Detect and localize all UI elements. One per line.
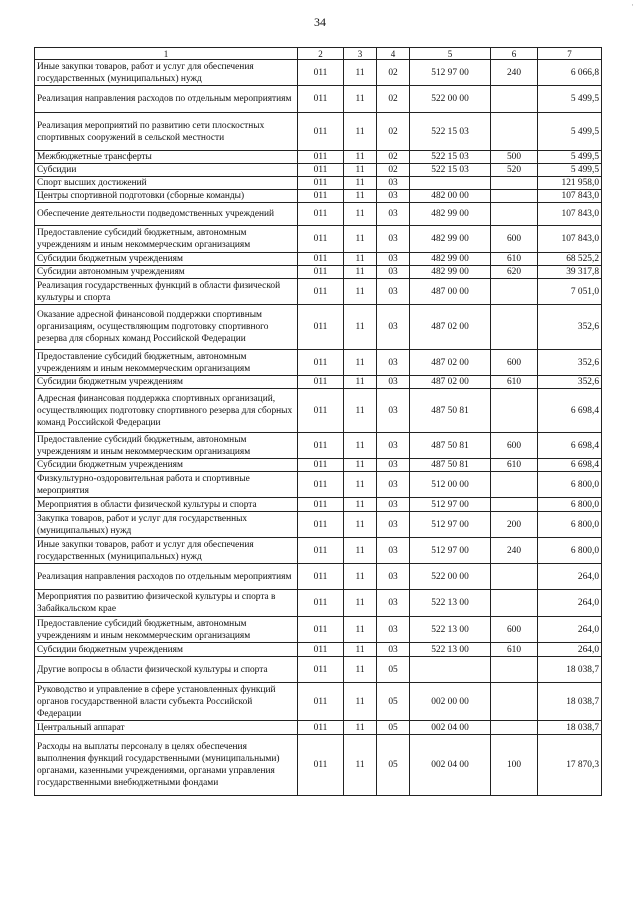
cell-ved: 011 xyxy=(298,266,344,279)
cell-pr: 05 xyxy=(377,657,410,683)
cell-vr xyxy=(491,177,538,190)
cell-pr: 03 xyxy=(377,512,410,538)
table-row xyxy=(35,389,602,433)
cell-rz: 11 xyxy=(344,305,377,350)
cell-name: Субсидии бюджетным учреждениям xyxy=(35,376,298,389)
cell-sum: 6 066,8 xyxy=(538,60,602,86)
cell-sum: 107 843,0 xyxy=(538,203,602,226)
cell-csr: 487 02 00 xyxy=(410,350,491,376)
cell-vr xyxy=(491,657,538,683)
cell-vr xyxy=(491,590,538,617)
cell-name: Межбюджетные трансферты xyxy=(35,151,298,164)
cell-vr xyxy=(491,279,538,305)
table-row xyxy=(35,459,602,472)
cell-vr: 610 xyxy=(491,643,538,657)
page-number: 34 xyxy=(314,15,326,29)
cell-sum: 5 499,5 xyxy=(538,164,602,177)
cell-csr: 002 00 00 xyxy=(410,683,491,721)
table-row xyxy=(35,113,602,151)
corner-mark: · xyxy=(631,0,634,10)
table-row xyxy=(35,190,602,203)
cell-name: Центры спортивной подготовки (сборные команды) xyxy=(35,190,298,203)
cell-pr: 03 xyxy=(377,226,410,253)
cell-sum: 6 800,0 xyxy=(538,498,602,512)
cell-pr: 05 xyxy=(377,683,410,721)
cell-name: Предоставление субсидий бюджетным, автономным учреждениям и иным некоммерческим организациям xyxy=(35,617,298,643)
cell-pr: 03 xyxy=(377,190,410,203)
cell-pr: 03 xyxy=(377,590,410,617)
cell-ved: 011 xyxy=(298,305,344,350)
cell-ved: 011 xyxy=(298,164,344,177)
cell-csr: 512 97 00 xyxy=(410,498,491,512)
cell-vr xyxy=(491,389,538,433)
header-cell: 4 xyxy=(377,48,410,60)
table-row xyxy=(35,498,602,512)
cell-pr: 02 xyxy=(377,164,410,177)
cell-pr: 03 xyxy=(377,177,410,190)
cell-pr: 03 xyxy=(377,538,410,564)
cell-csr xyxy=(410,177,491,190)
cell-csr: 522 15 03 xyxy=(410,113,491,151)
cell-name: Иные закупки товаров, работ и услуг для обеспечения государственных (муниципальных) нужд xyxy=(35,538,298,564)
table-row xyxy=(35,683,602,721)
cell-ved: 011 xyxy=(298,472,344,498)
cell-vr xyxy=(491,564,538,590)
cell-rz: 11 xyxy=(344,433,377,459)
cell-sum: 17 870,3 xyxy=(538,735,602,796)
cell-csr: 482 99 00 xyxy=(410,253,491,266)
cell-ved: 011 xyxy=(298,721,344,735)
cell-sum: 6 800,0 xyxy=(538,472,602,498)
cell-ved: 011 xyxy=(298,177,344,190)
cell-ved: 011 xyxy=(298,376,344,389)
cell-name: Закупка товаров, работ и услуг для государственных (муниципальных) нужд xyxy=(35,512,298,538)
cell-rz: 11 xyxy=(344,538,377,564)
cell-pr: 03 xyxy=(377,305,410,350)
cell-ved: 011 xyxy=(298,86,344,113)
cell-rz: 11 xyxy=(344,226,377,253)
cell-rz: 11 xyxy=(344,643,377,657)
cell-sum: 5 499,5 xyxy=(538,86,602,113)
table-row xyxy=(35,512,602,538)
cell-name: Центральный аппарат xyxy=(35,721,298,735)
cell-rz: 11 xyxy=(344,190,377,203)
cell-ved: 011 xyxy=(298,459,344,472)
cell-csr: 482 99 00 xyxy=(410,226,491,253)
cell-csr: 522 00 00 xyxy=(410,564,491,590)
table-row xyxy=(35,177,602,190)
cell-rz: 11 xyxy=(344,590,377,617)
cell-rz: 11 xyxy=(344,113,377,151)
cell-csr: 522 15 03 xyxy=(410,151,491,164)
table-row xyxy=(35,617,602,643)
cell-rz: 11 xyxy=(344,498,377,512)
cell-ved: 011 xyxy=(298,683,344,721)
table-row xyxy=(35,86,602,113)
header-cell: 3 xyxy=(344,48,377,60)
cell-name: Предоставление субсидий бюджетным, автономным учреждениям и иным некоммерческим организациям xyxy=(35,226,298,253)
cell-pr: 03 xyxy=(377,389,410,433)
cell-csr: 487 50 81 xyxy=(410,459,491,472)
cell-sum: 6 800,0 xyxy=(538,512,602,538)
cell-rz: 11 xyxy=(344,721,377,735)
cell-ved: 011 xyxy=(298,498,344,512)
cell-name: Субсидии автономным учреждениям xyxy=(35,266,298,279)
cell-name: Спорт высших достижений xyxy=(35,177,298,190)
cell-ved: 011 xyxy=(298,433,344,459)
cell-name: Адресная финансовая поддержка спортивных организаций, осуществляющих подготовку спортивного резерва для сборных команд Российской Федерации xyxy=(35,389,298,433)
cell-sum: 264,0 xyxy=(538,617,602,643)
cell-vr xyxy=(491,472,538,498)
table-row xyxy=(35,60,602,86)
table-row xyxy=(35,226,602,253)
cell-vr: 610 xyxy=(491,459,538,472)
cell-rz: 11 xyxy=(344,512,377,538)
cell-vr: 500 xyxy=(491,151,538,164)
cell-sum: 18 038,7 xyxy=(538,683,602,721)
cell-name: Предоставление субсидий бюджетным, автономным учреждениям и иным некоммерческим организациям xyxy=(35,433,298,459)
cell-ved: 011 xyxy=(298,657,344,683)
cell-name: Реализация государственных функций в области физической культуры и спорта xyxy=(35,279,298,305)
cell-vr xyxy=(491,203,538,226)
cell-rz: 11 xyxy=(344,203,377,226)
cell-sum: 264,0 xyxy=(538,590,602,617)
cell-vr xyxy=(491,113,538,151)
cell-rz: 11 xyxy=(344,617,377,643)
cell-vr: 520 xyxy=(491,164,538,177)
cell-csr: 512 00 00 xyxy=(410,472,491,498)
cell-rz: 11 xyxy=(344,164,377,177)
header-cell: 2 xyxy=(298,48,344,60)
cell-ved: 011 xyxy=(298,190,344,203)
cell-vr xyxy=(491,190,538,203)
cell-pr: 02 xyxy=(377,86,410,113)
cell-csr: 512 97 00 xyxy=(410,512,491,538)
table-row xyxy=(35,433,602,459)
cell-ved: 011 xyxy=(298,538,344,564)
cell-pr: 03 xyxy=(377,459,410,472)
cell-ved: 011 xyxy=(298,151,344,164)
cell-name: Руководство и управление в сфере установленных функций органов государственной власти субъекта Российской Федерации xyxy=(35,683,298,721)
cell-name: Физкультурно-оздоровительная работа и спортивные мероприятия xyxy=(35,472,298,498)
cell-rz: 11 xyxy=(344,86,377,113)
cell-pr: 03 xyxy=(377,253,410,266)
cell-ved: 011 xyxy=(298,617,344,643)
cell-ved: 011 xyxy=(298,564,344,590)
cell-name: Субсидии xyxy=(35,164,298,177)
cell-sum: 5 499,5 xyxy=(538,151,602,164)
cell-vr xyxy=(491,498,538,512)
cell-pr: 05 xyxy=(377,735,410,796)
cell-name: Мероприятия в области физической культуры и спорта xyxy=(35,498,298,512)
cell-sum: 18 038,7 xyxy=(538,721,602,735)
cell-name: Оказание адресной финансовой поддержки спортивным организациям, осуществляющим подготовку спортивного резерва для сборных команд Российской Федерации xyxy=(35,305,298,350)
table-row xyxy=(35,266,602,279)
cell-csr: 487 02 00 xyxy=(410,305,491,350)
table-row xyxy=(35,305,602,350)
cell-vr xyxy=(491,305,538,350)
cell-vr: 100 xyxy=(491,735,538,796)
cell-ved: 011 xyxy=(298,643,344,657)
cell-rz: 11 xyxy=(344,350,377,376)
cell-csr: 522 13 00 xyxy=(410,617,491,643)
cell-sum: 264,0 xyxy=(538,643,602,657)
table-row xyxy=(35,203,602,226)
cell-pr: 03 xyxy=(377,472,410,498)
table-row xyxy=(35,279,602,305)
cell-csr: 522 13 00 xyxy=(410,643,491,657)
cell-rz: 11 xyxy=(344,151,377,164)
cell-pr: 03 xyxy=(377,564,410,590)
table-row xyxy=(35,538,602,564)
cell-pr: 03 xyxy=(377,498,410,512)
cell-rz: 11 xyxy=(344,389,377,433)
cell-sum: 352,6 xyxy=(538,305,602,350)
header-cell: 7 xyxy=(538,48,602,60)
cell-csr: 482 00 00 xyxy=(410,190,491,203)
cell-sum: 107 843,0 xyxy=(538,190,602,203)
cell-vr xyxy=(491,86,538,113)
cell-sum: 6 800,0 xyxy=(538,538,602,564)
cell-csr: 487 50 81 xyxy=(410,389,491,433)
cell-pr: 05 xyxy=(377,721,410,735)
header-row xyxy=(35,48,602,60)
cell-name: Иные закупки товаров, работ и услуг для обеспечения государственных (муниципальных) нужд xyxy=(35,60,298,86)
cell-pr: 03 xyxy=(377,350,410,376)
cell-vr: 200 xyxy=(491,512,538,538)
cell-name: Другие вопросы в области физической культуры и спорта xyxy=(35,657,298,683)
header-cell: 5 xyxy=(410,48,491,60)
cell-ved: 011 xyxy=(298,735,344,796)
cell-ved: 011 xyxy=(298,60,344,86)
cell-pr: 03 xyxy=(377,266,410,279)
cell-rz: 11 xyxy=(344,376,377,389)
cell-rz: 11 xyxy=(344,266,377,279)
cell-ved: 011 xyxy=(298,279,344,305)
cell-ved: 011 xyxy=(298,590,344,617)
cell-ved: 011 xyxy=(298,350,344,376)
cell-csr xyxy=(410,657,491,683)
cell-csr: 512 97 00 xyxy=(410,538,491,564)
cell-csr: 487 00 00 xyxy=(410,279,491,305)
cell-vr: 620 xyxy=(491,266,538,279)
cell-vr xyxy=(491,683,538,721)
cell-rz: 11 xyxy=(344,177,377,190)
cell-pr: 03 xyxy=(377,433,410,459)
cell-csr: 512 97 00 xyxy=(410,60,491,86)
header-cell: 1 xyxy=(35,48,298,60)
cell-sum: 264,0 xyxy=(538,564,602,590)
cell-csr: 482 99 00 xyxy=(410,203,491,226)
cell-ved: 011 xyxy=(298,113,344,151)
cell-rz: 11 xyxy=(344,735,377,796)
cell-csr: 487 02 00 xyxy=(410,376,491,389)
cell-name: Субсидии бюджетным учреждениям xyxy=(35,459,298,472)
cell-ved: 011 xyxy=(298,203,344,226)
cell-rz: 11 xyxy=(344,459,377,472)
table-row xyxy=(35,564,602,590)
cell-name: Реализация направления расходов по отдельным мероприятиям xyxy=(35,86,298,113)
cell-pr: 03 xyxy=(377,643,410,657)
table-row xyxy=(35,164,602,177)
table-row xyxy=(35,151,602,164)
cell-ved: 011 xyxy=(298,512,344,538)
cell-vr: 600 xyxy=(491,433,538,459)
cell-vr: 600 xyxy=(491,226,538,253)
cell-pr: 02 xyxy=(377,151,410,164)
cell-csr: 482 99 00 xyxy=(410,266,491,279)
table-row xyxy=(35,735,602,796)
table-row xyxy=(35,657,602,683)
table-row xyxy=(35,472,602,498)
cell-ved: 011 xyxy=(298,226,344,253)
cell-vr: 240 xyxy=(491,538,538,564)
cell-csr: 522 00 00 xyxy=(410,86,491,113)
budget-table xyxy=(34,47,602,796)
cell-rz: 11 xyxy=(344,279,377,305)
cell-vr xyxy=(491,721,538,735)
cell-sum: 6 698,4 xyxy=(538,433,602,459)
cell-ved: 011 xyxy=(298,253,344,266)
cell-rz: 11 xyxy=(344,564,377,590)
cell-sum: 5 499,5 xyxy=(538,113,602,151)
cell-vr: 610 xyxy=(491,253,538,266)
cell-rz: 11 xyxy=(344,657,377,683)
cell-vr: 600 xyxy=(491,350,538,376)
cell-sum: 6 698,4 xyxy=(538,389,602,433)
cell-name: Субсидии бюджетным учреждениям xyxy=(35,253,298,266)
cell-sum: 352,6 xyxy=(538,376,602,389)
cell-csr: 522 13 00 xyxy=(410,590,491,617)
cell-name: Предоставление субсидий бюджетным, автономным учреждениям и иным некоммерческим организациям xyxy=(35,350,298,376)
cell-sum: 6 698,4 xyxy=(538,459,602,472)
cell-rz: 11 xyxy=(344,60,377,86)
table-row xyxy=(35,721,602,735)
cell-vr: 610 xyxy=(491,376,538,389)
cell-ved: 011 xyxy=(298,389,344,433)
cell-sum: 352,6 xyxy=(538,350,602,376)
table-row xyxy=(35,376,602,389)
table-row xyxy=(35,590,602,617)
cell-name: Обеспечение деятельности подведомственных учреждений xyxy=(35,203,298,226)
cell-name: Реализация мероприятий по развитию сети плоскостных спортивных сооружений в сельской местности xyxy=(35,113,298,151)
cell-sum: 68 525,2 xyxy=(538,253,602,266)
cell-name: Расходы на выплаты персоналу в целях обеспечения выполнения функций государственными (муниципальными) органами, казенными учреждениями, органами управления государственными внебюджетными фондами xyxy=(35,735,298,796)
cell-pr: 02 xyxy=(377,113,410,151)
table-row xyxy=(35,643,602,657)
cell-rz: 11 xyxy=(344,472,377,498)
cell-sum: 18 038,7 xyxy=(538,657,602,683)
cell-sum: 39 317,8 xyxy=(538,266,602,279)
cell-sum: 7 051,0 xyxy=(538,279,602,305)
cell-vr: 600 xyxy=(491,617,538,643)
cell-csr: 002 04 00 xyxy=(410,721,491,735)
cell-pr: 02 xyxy=(377,60,410,86)
cell-name: Мероприятия по развитию физической культуры и спорта в Забайкальском крае xyxy=(35,590,298,617)
cell-rz: 11 xyxy=(344,253,377,266)
cell-name: Реализация направления расходов по отдельным мероприятиям xyxy=(35,564,298,590)
cell-pr: 03 xyxy=(377,376,410,389)
cell-rz: 11 xyxy=(344,683,377,721)
cell-pr: 03 xyxy=(377,279,410,305)
cell-vr: 240 xyxy=(491,60,538,86)
cell-csr: 002 04 00 xyxy=(410,735,491,796)
table-row xyxy=(35,350,602,376)
header-cell: 6 xyxy=(491,48,538,60)
cell-csr: 522 15 03 xyxy=(410,164,491,177)
table-row xyxy=(35,253,602,266)
cell-sum: 121 958,0 xyxy=(538,177,602,190)
cell-csr: 487 50 81 xyxy=(410,433,491,459)
cell-name: Субсидии бюджетным учреждениям xyxy=(35,643,298,657)
cell-pr: 03 xyxy=(377,617,410,643)
cell-pr: 03 xyxy=(377,203,410,226)
cell-sum: 107 843,0 xyxy=(538,226,602,253)
